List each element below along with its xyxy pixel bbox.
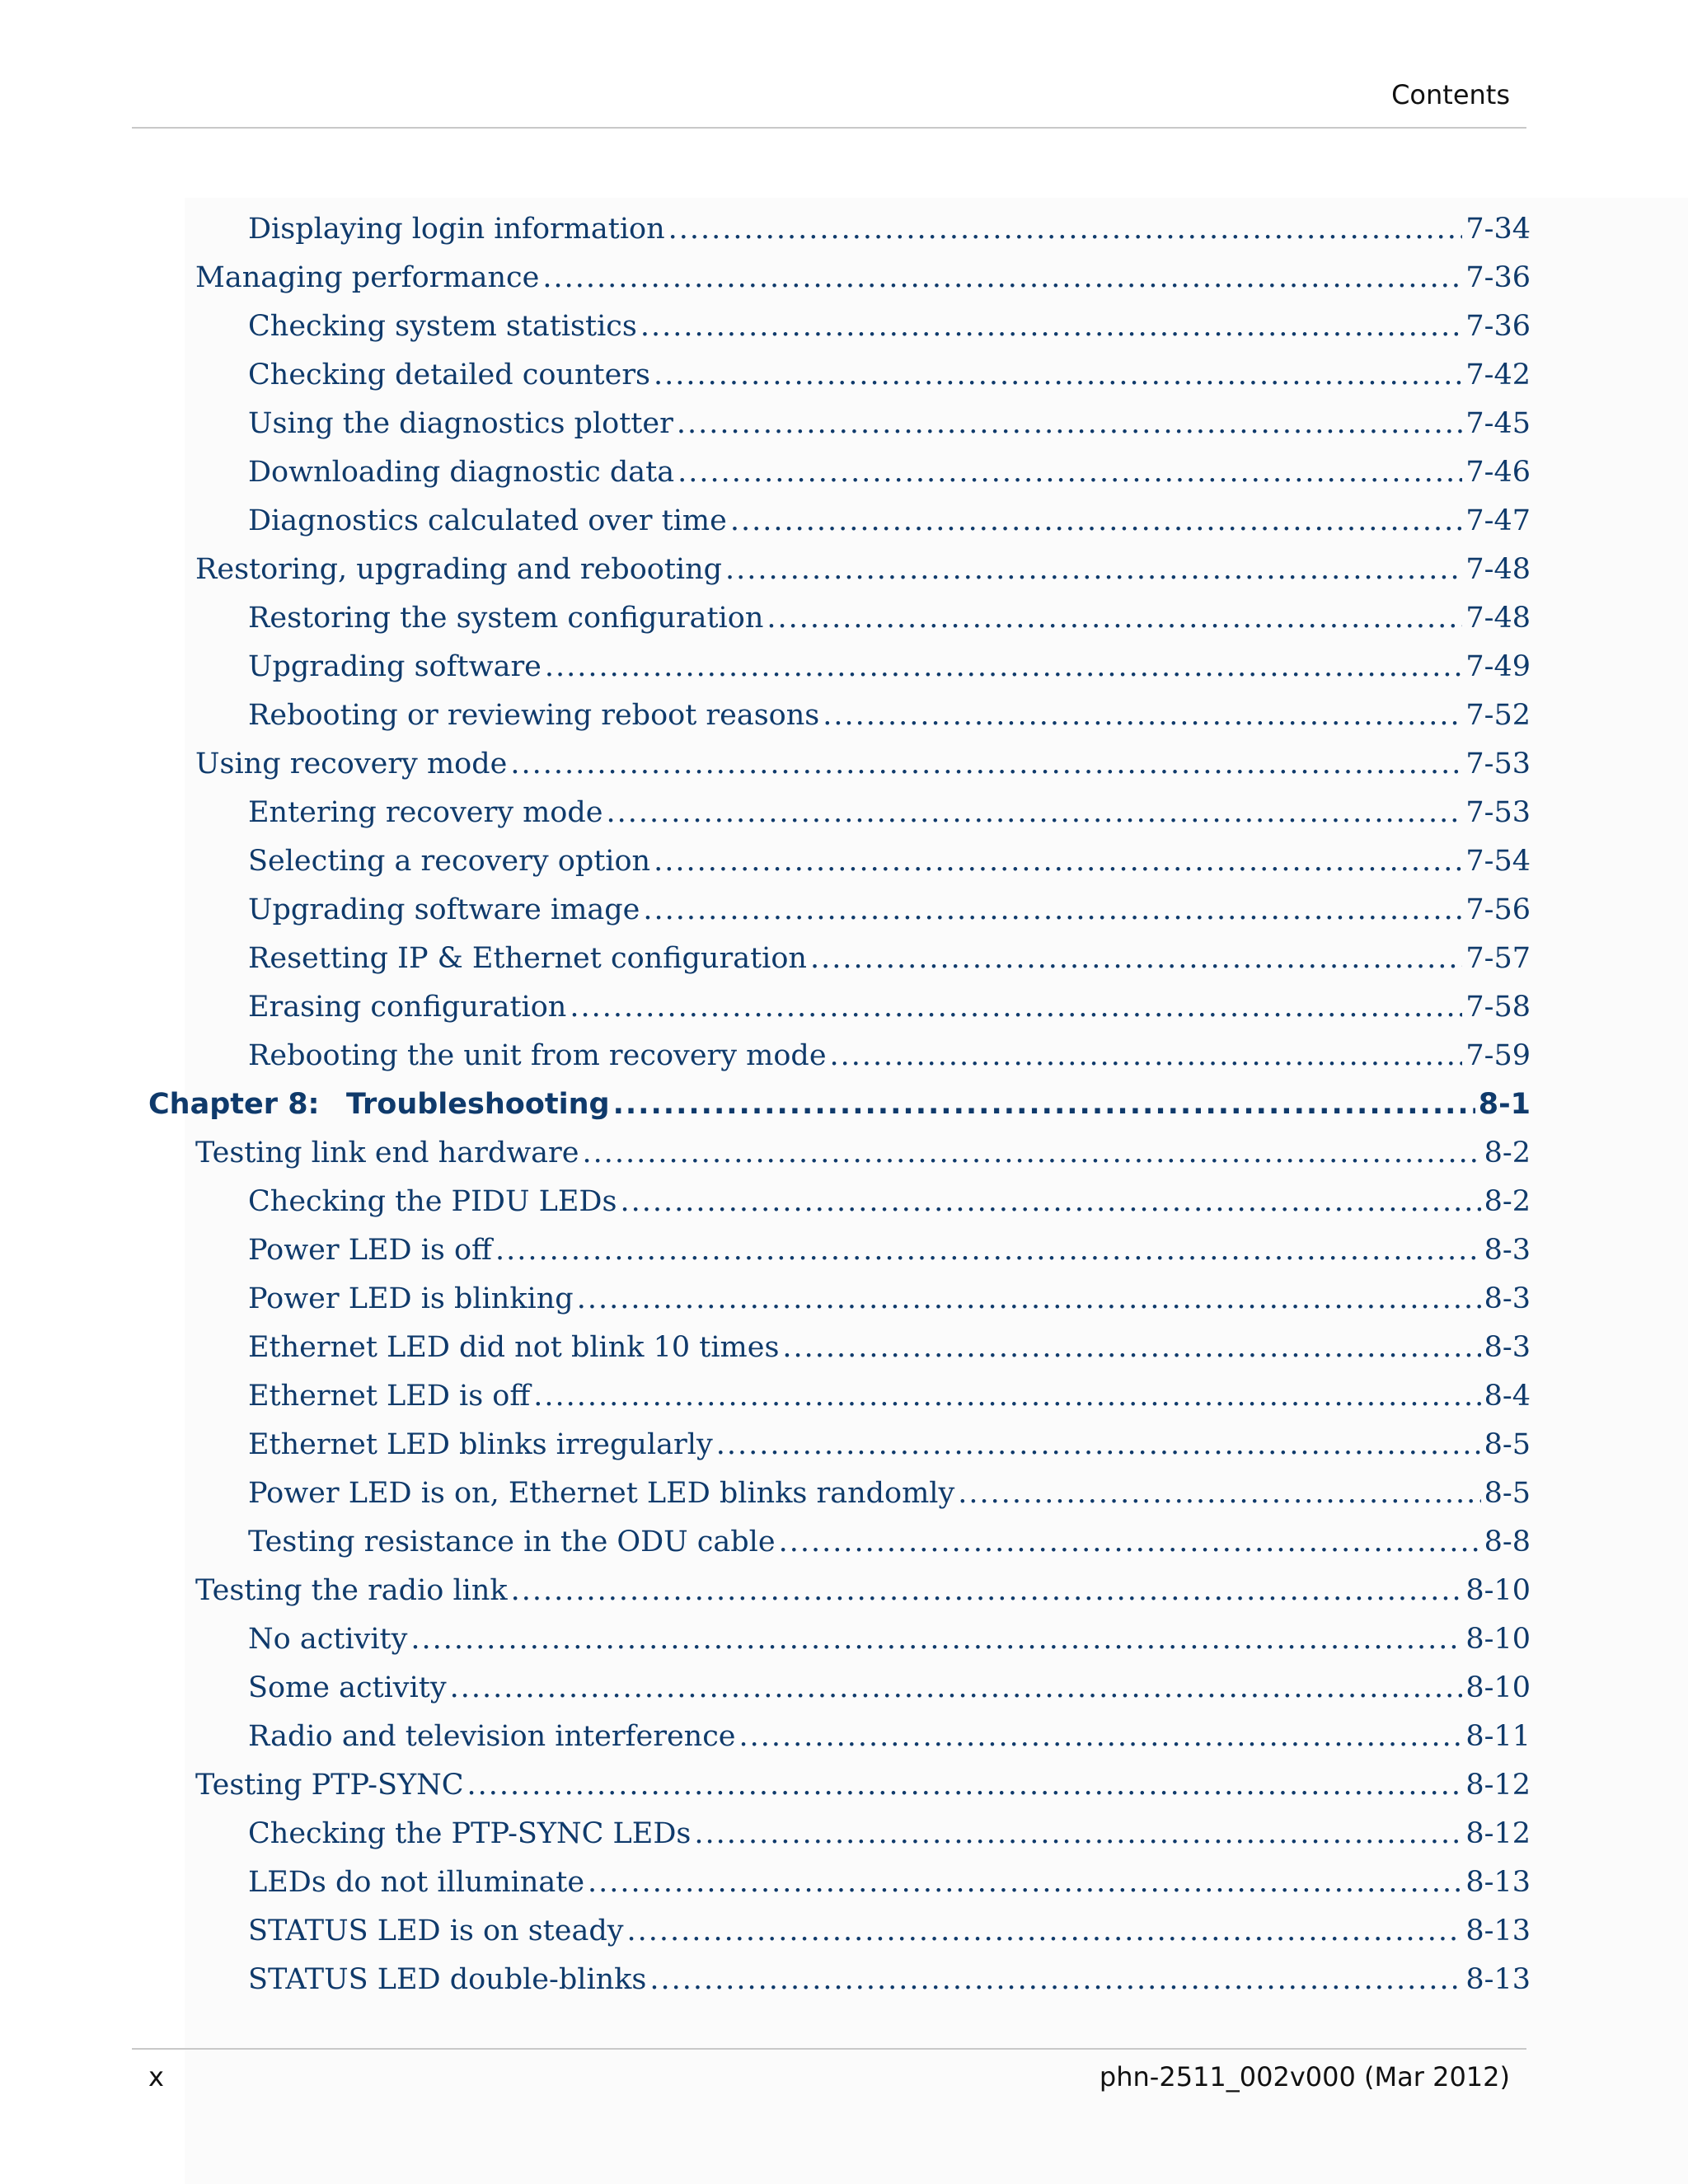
toc-entry-page: 8-10 (1465, 1574, 1531, 1607)
toc-entry[interactable] (148, 407, 1531, 456)
footer-document-id: phn-2511_002v000 (Mar 2012) (1099, 2061, 1510, 2093)
toc-entry-title: Testing resistance in the ODU cable (248, 1526, 776, 1558)
toc-entry-title: LEDs do not illuminate (248, 1866, 585, 1899)
toc-dot-leader (627, 1915, 1463, 1947)
toc-dot-leader (450, 1671, 1463, 1704)
toc-entry[interactable] (148, 504, 1531, 553)
toc-dot-leader (810, 942, 1462, 975)
toc-dot-leader (779, 1526, 1481, 1558)
toc-entry[interactable] (148, 310, 1531, 359)
toc-entry-page: 8-3 (1484, 1282, 1531, 1315)
toc-entry-page: 8-13 (1465, 1963, 1531, 1996)
toc-entry[interactable] (148, 893, 1531, 942)
toc-entry-page: 8-3 (1484, 1234, 1531, 1267)
toc-dot-leader (643, 893, 1462, 926)
toc-entry-title: Rebooting or reviewing reboot reasons (248, 699, 820, 732)
toc-entry-page: 7-59 (1465, 1039, 1531, 1072)
toc-entry-page: 8-4 (1484, 1380, 1531, 1413)
toc-entry[interactable] (148, 748, 1531, 796)
toc-entry-title: Erasing configuration (248, 991, 567, 1024)
toc-entry-page: 7-54 (1465, 845, 1531, 878)
toc-entry[interactable] (148, 1282, 1531, 1331)
toc-dot-leader (613, 1088, 1475, 1121)
toc-entry-title: Ethernet LED is off (248, 1380, 531, 1413)
page-header (132, 79, 1526, 129)
footer-page-number: x (148, 2061, 164, 2093)
toc-entry[interactable] (148, 796, 1531, 845)
toc-entry[interactable] (148, 1720, 1531, 1769)
toc-entry[interactable] (148, 1331, 1531, 1380)
toc-entry[interactable] (148, 1623, 1531, 1671)
table-of-contents (148, 213, 1531, 2012)
toc-entry-page: 8-5 (1484, 1428, 1531, 1461)
toc-entry-page: 7-53 (1465, 748, 1531, 780)
header-title: Contents (1391, 79, 1510, 110)
toc-dot-leader (730, 504, 1463, 537)
toc-entry[interactable] (148, 359, 1531, 407)
toc-dot-leader (588, 1866, 1462, 1899)
toc-entry[interactable] (148, 1428, 1531, 1477)
toc-entry-title: Displaying login information (248, 213, 665, 246)
toc-entry[interactable] (148, 1039, 1531, 1088)
toc-entry-page: 8-2 (1484, 1137, 1531, 1169)
toc-entry-page: 8-13 (1465, 1866, 1531, 1899)
toc-dot-leader (467, 1769, 1462, 1802)
toc-entry[interactable] (148, 1380, 1531, 1428)
toc-entry-title: Radio and television interference (248, 1720, 736, 1753)
toc-entry-page: 8-3 (1484, 1331, 1531, 1364)
toc-dot-leader (958, 1477, 1480, 1510)
toc-entry[interactable] (148, 1866, 1531, 1915)
toc-dot-leader (606, 796, 1462, 829)
toc-entry-page: 7-46 (1465, 456, 1531, 489)
toc-dot-leader (694, 1817, 1462, 1850)
toc-entry[interactable] (148, 1234, 1531, 1282)
toc-dot-leader (570, 991, 1462, 1024)
toc-entry-title: Testing the radio link (195, 1574, 508, 1607)
toc-entry[interactable] (148, 1963, 1531, 2012)
toc-entry-page: 8-8 (1484, 1526, 1531, 1558)
toc-dot-leader (511, 1574, 1463, 1607)
toc-entry-title: Some activity (248, 1671, 447, 1704)
toc-entry-title: Power LED is on, Ethernet LED blinks randomly (248, 1477, 955, 1510)
toc-dot-leader (739, 1720, 1463, 1753)
toc-entry-title: Rebooting the unit from recovery mode (248, 1039, 827, 1072)
toc-entry[interactable] (148, 456, 1531, 504)
toc-entry[interactable] (148, 991, 1531, 1039)
toc-entry[interactable] (148, 1477, 1531, 1526)
toc-entry-title: Restoring, upgrading and rebooting (195, 553, 723, 586)
toc-entry[interactable] (148, 1185, 1531, 1234)
toc-entry-page: 7-42 (1465, 359, 1531, 391)
toc-entry[interactable] (148, 602, 1531, 650)
toc-chapter-number: Chapter 8: (148, 1088, 320, 1121)
toc-entry[interactable] (148, 1915, 1531, 1963)
toc-entry-page: 8-10 (1465, 1623, 1531, 1656)
toc-entry[interactable] (148, 261, 1531, 310)
toc-entry-page: 7-58 (1465, 991, 1531, 1024)
toc-dot-leader (716, 1428, 1481, 1461)
toc-dot-leader (545, 650, 1462, 683)
toc-dot-leader (782, 1331, 1480, 1364)
toc-dot-leader (649, 1963, 1462, 1996)
toc-entry-page: 7-36 (1465, 261, 1531, 294)
toc-dot-leader (823, 699, 1462, 732)
toc-dot-leader (410, 1623, 1462, 1656)
toc-dot-leader (542, 261, 1462, 294)
toc-entry-page: 7-34 (1465, 213, 1531, 246)
toc-dot-leader (677, 407, 1463, 440)
toc-entry-title: No activity (248, 1623, 408, 1656)
toc-entry-title: Using the diagnostics plotter (248, 407, 673, 440)
toc-dot-leader (668, 213, 1463, 246)
toc-entry-title: Upgrading software image (248, 893, 640, 926)
toc-entry-title: Selecting a recovery option (248, 845, 651, 878)
toc-dot-leader (725, 553, 1462, 586)
toc-entry-title: Troubleshooting (346, 1088, 610, 1121)
toc-entry-title: Power LED is blinking (248, 1282, 574, 1315)
toc-entry-title: Checking the PIDU LEDs (248, 1185, 617, 1218)
toc-entry-title: Resetting IP & Ethernet configuration (248, 942, 807, 975)
toc-entry-title: Checking system statistics (248, 310, 637, 343)
toc-entry-title: Diagnostics calculated over time (248, 504, 727, 537)
toc-dot-leader (620, 1185, 1480, 1218)
toc-entry-page: 7-48 (1465, 602, 1531, 635)
toc-entry[interactable] (148, 1769, 1531, 1817)
toc-dot-leader (577, 1282, 1481, 1315)
toc-entry-title: Entering recovery mode (248, 796, 603, 829)
toc-entry-title: Power LED is off (248, 1234, 492, 1267)
toc-entry-title: Testing PTP-SYNC (195, 1769, 464, 1802)
toc-entry[interactable] (148, 1137, 1531, 1185)
toc-entry-title: Upgrading software (248, 650, 542, 683)
toc-entry-page: 7-53 (1465, 796, 1531, 829)
toc-entry-page: 8-11 (1465, 1720, 1531, 1753)
toc-entry-page: 8-5 (1484, 1477, 1531, 1510)
toc-entry[interactable] (148, 553, 1531, 602)
toc-entry-page: 7-36 (1465, 310, 1531, 343)
toc-entry[interactable] (148, 1526, 1531, 1574)
toc-entry-page: 7-52 (1465, 699, 1531, 732)
toc-entry-page: 7-56 (1465, 893, 1531, 926)
toc-entry-page: 8-12 (1465, 1769, 1531, 1802)
toc-chapter-entry[interactable] (148, 1088, 1531, 1137)
toc-dot-leader (830, 1039, 1463, 1072)
toc-entry-page: 8-1 (1478, 1088, 1531, 1121)
toc-dot-leader (495, 1234, 1481, 1267)
toc-dot-leader (654, 845, 1462, 878)
toc-entry-page: 8-13 (1465, 1915, 1531, 1947)
toc-entry-title: Testing link end hardware (195, 1137, 579, 1169)
page-footer (132, 2048, 1526, 2102)
toc-entry-title: Ethernet LED blinks irregularly (248, 1428, 713, 1461)
toc-dot-leader (510, 748, 1462, 780)
toc-entry-title: Using recovery mode (195, 748, 508, 780)
toc-dot-leader (767, 602, 1462, 635)
toc-entry-title: Checking detailed counters (248, 359, 651, 391)
toc-entry-title: STATUS LED is on steady (248, 1915, 624, 1947)
toc-entry[interactable] (148, 699, 1531, 748)
toc-entry-title: Downloading diagnostic data (248, 456, 675, 489)
toc-entry-page: 8-2 (1484, 1185, 1531, 1218)
toc-dot-leader (640, 310, 1463, 343)
toc-entry-page: 7-49 (1465, 650, 1531, 683)
toc-entry-page: 8-10 (1465, 1671, 1531, 1704)
toc-entry-page: 7-48 (1465, 553, 1531, 586)
toc-entry-page: 7-45 (1465, 407, 1531, 440)
toc-entry-page: 7-57 (1465, 942, 1531, 975)
toc-entry-title: STATUS LED double-blinks (248, 1963, 647, 1996)
toc-dot-leader (533, 1380, 1480, 1413)
toc-entry-title: Managing performance (195, 261, 540, 294)
toc-dot-leader (654, 359, 1462, 391)
toc-entry-page: 7-47 (1465, 504, 1531, 537)
toc-entry[interactable] (148, 942, 1531, 991)
toc-entry-title: Ethernet LED did not blink 10 times (248, 1331, 780, 1364)
toc-entry[interactable] (148, 650, 1531, 699)
toc-dot-leader (678, 456, 1462, 489)
toc-entry-page: 8-12 (1465, 1817, 1531, 1850)
toc-dot-leader (583, 1137, 1481, 1169)
toc-entry[interactable] (148, 1574, 1531, 1623)
toc-entry[interactable] (148, 845, 1531, 893)
toc-entry[interactable] (148, 213, 1531, 261)
toc-entry[interactable] (148, 1817, 1531, 1866)
toc-entry-title: Restoring the system configuration (248, 602, 764, 635)
toc-entry[interactable] (148, 1671, 1531, 1720)
toc-entry-title: Checking the PTP-SYNC LEDs (248, 1817, 692, 1850)
